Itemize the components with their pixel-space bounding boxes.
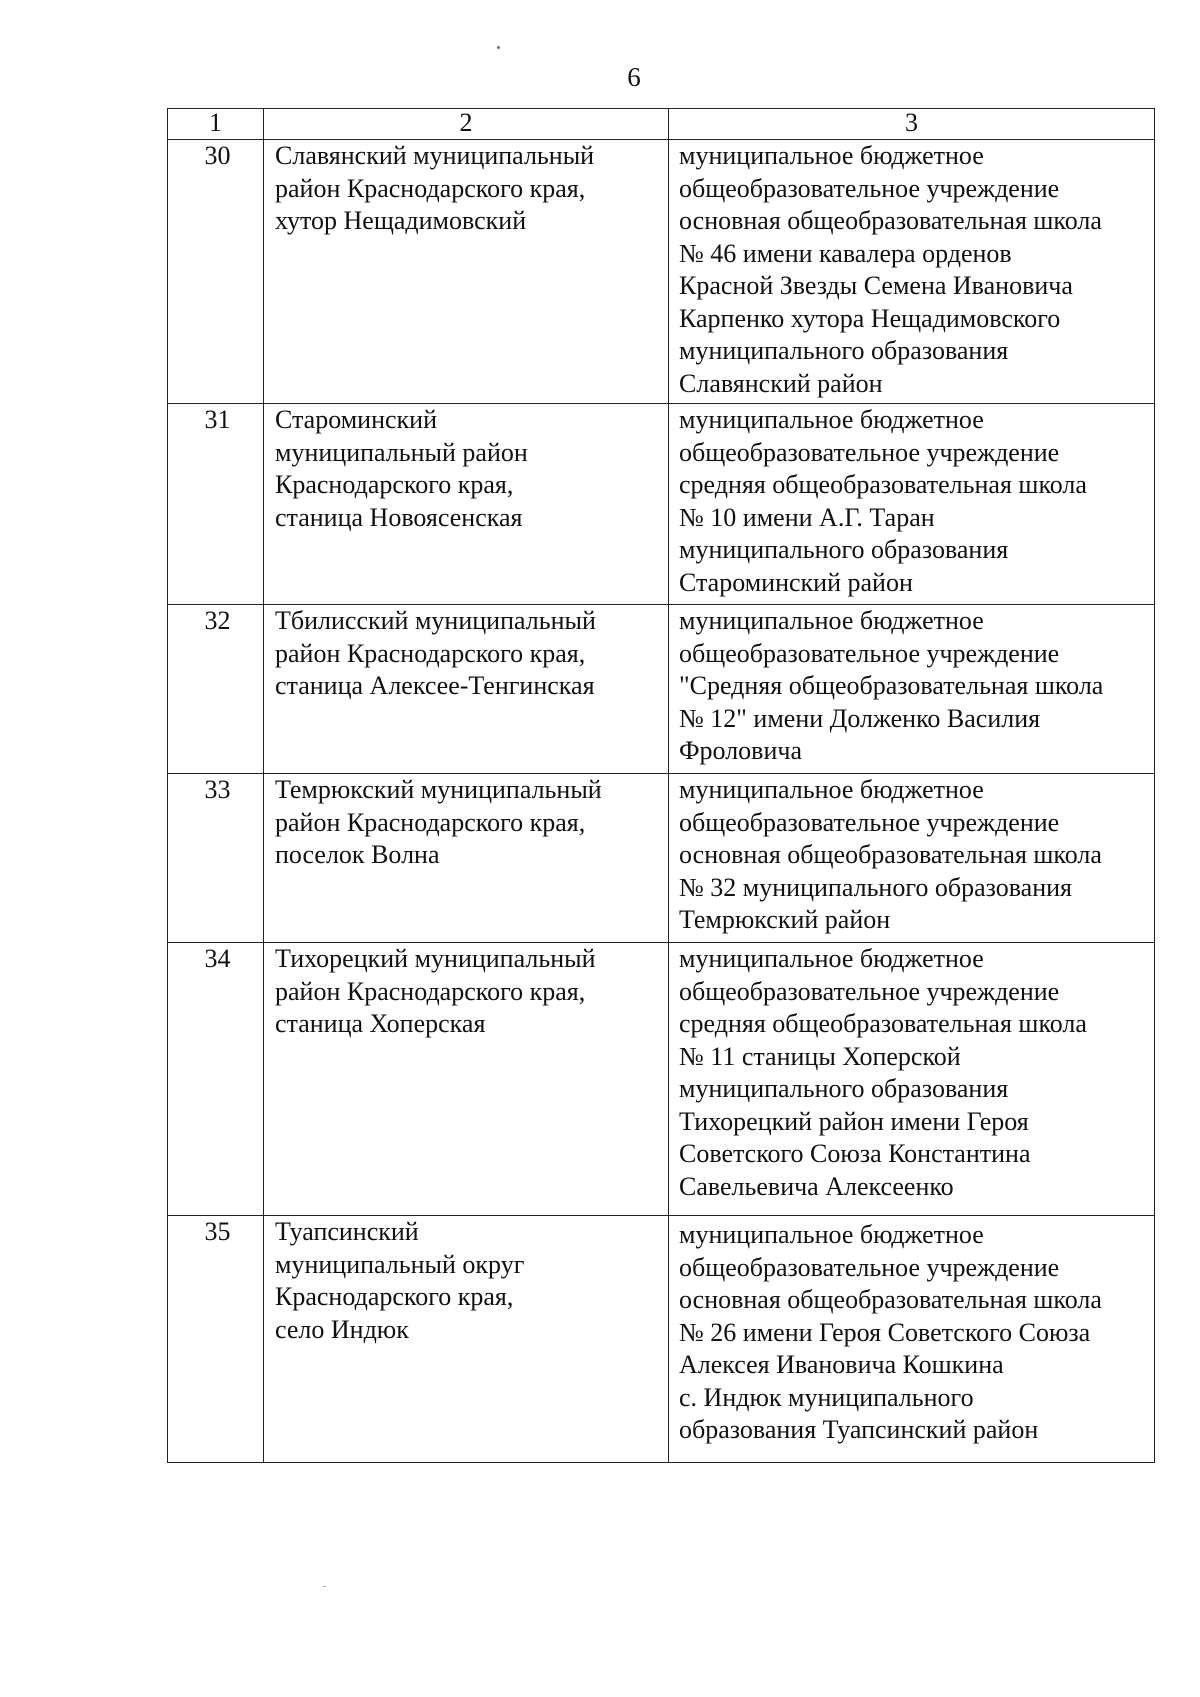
scan-artifact <box>323 1586 326 1587</box>
district-cell: Славянский муниципальный район Краснодарского края, хутор Нещадимовский <box>264 140 669 404</box>
schools-table <box>167 108 1155 1463</box>
row-number: 34 <box>168 943 264 1216</box>
district-cell: Туапсинский муниципальный округ Краснодарского края, село Индюк <box>264 1216 669 1463</box>
row-number: 30 <box>168 140 264 404</box>
table-row <box>168 140 1155 404</box>
table-header-row <box>168 109 1155 140</box>
column-header-number: 1 <box>168 109 264 140</box>
institution-cell: муниципальное бюджетное общеобразовательное учреждение основная общеобразовательная школа № 46 имени кавалера орденов Красной Звезды Семена Ивановича Карпенко хутора Нещадимовского муниципального образования Славянский район <box>669 140 1155 404</box>
table-row <box>168 1216 1155 1463</box>
institution-cell: муниципальное бюджетное общеобразовательное учреждение средняя общеобразовательная школа № 10 имени А.Г. Таран муниципального образования Староминский район <box>669 404 1155 605</box>
column-header-institution: 3 <box>669 109 1155 140</box>
institution-cell: муниципальное бюджетное общеобразовательное учреждение основная общеобразовательная школа № 32 муниципального образования Темрюкский район <box>669 774 1155 943</box>
institution-cell: муниципальное бюджетное общеобразовательное учреждение средняя общеобразовательная школа № 11 станицы Хоперской муниципального образования Тихорецкий район имени Героя Советского Союза Константина Савельевича Алексеенко <box>669 943 1155 1216</box>
row-number: 35 <box>168 1216 264 1463</box>
table-row <box>168 774 1155 943</box>
table-row <box>168 404 1155 605</box>
table-row <box>168 943 1155 1216</box>
page-number: 6 <box>627 62 641 92</box>
column-header-district: 2 <box>264 109 669 140</box>
row-number: 33 <box>168 774 264 943</box>
district-cell: Тихорецкий муниципальный район Краснодарского края, станица Хоперская <box>264 943 669 1216</box>
institution-cell: муниципальное бюджетное общеобразовательное учреждение "Средняя общеобразовательная школа № 12" имени Долженко Василия Фроловича <box>669 605 1155 774</box>
row-number: 31 <box>168 404 264 605</box>
row-number: 32 <box>168 605 264 774</box>
district-cell: Тбилисский муниципальный район Краснодарского края, станица Алексее-Тенгинская <box>264 605 669 774</box>
district-cell: Темрюкский муниципальный район Краснодарского края, поселок Волна <box>264 774 669 943</box>
district-cell: Староминский муниципальный район Краснодарского края, станица Новоясенская <box>264 404 669 605</box>
scan-artifact <box>496 45 500 49</box>
table-row <box>168 605 1155 774</box>
institution-cell: муниципальное бюджетное общеобразовательное учреждение основная общеобразовательная школа № 26 имени Героя Советского Союза Алексея Ивановича Кошкина с. Индюк муниципального образования Туапсинский район <box>669 1216 1155 1463</box>
